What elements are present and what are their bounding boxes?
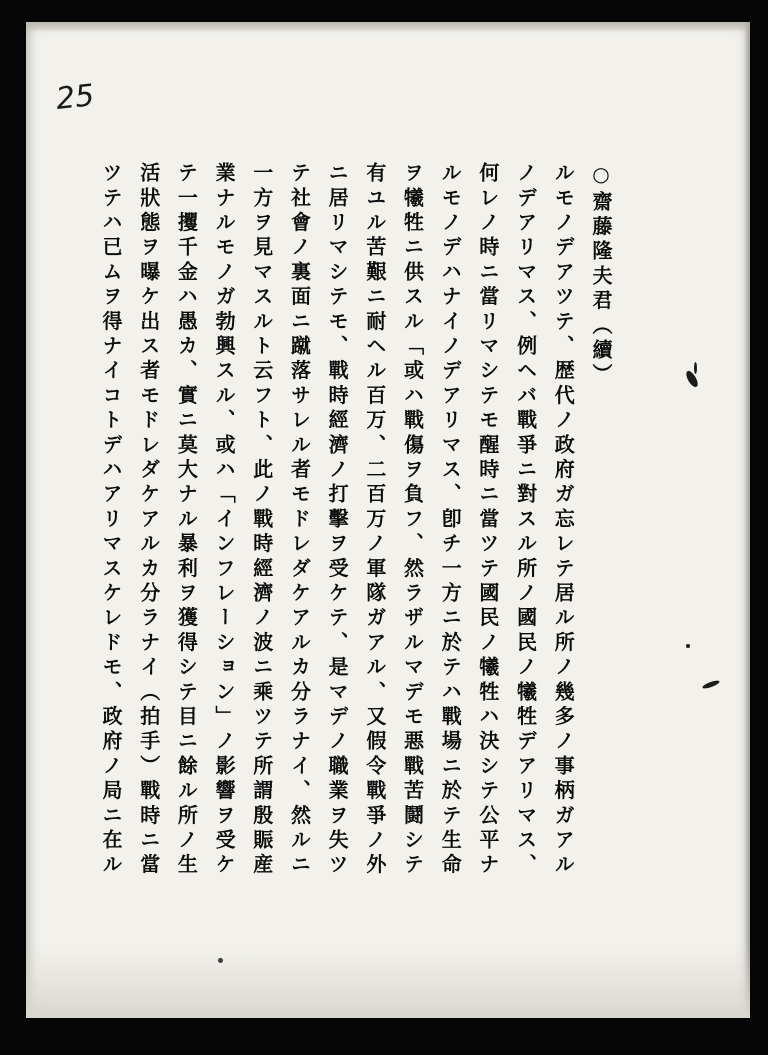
speaker-heading: ○齋藤隆夫君（續） bbox=[588, 162, 613, 389]
text-column: 活狀態ヲ曝ケ出ス者モドレダケアルカ分ラナイ（拍手）戰時ニ當 bbox=[136, 162, 161, 879]
page-number: 25 bbox=[54, 78, 96, 117]
text-column: ルモノデハナイノデアリマス、卽チ一方ニ於テハ戰場ニ於テ生命 bbox=[438, 162, 463, 879]
ink-dot bbox=[218, 958, 223, 963]
vertical-text-block bbox=[96, 162, 616, 902]
ink-smudge bbox=[702, 679, 721, 690]
ink-smudge bbox=[684, 369, 700, 389]
ink-smudge bbox=[694, 362, 697, 374]
page-edge-shadow bbox=[744, 22, 750, 1018]
text-column: 一方ヲ見マスルト云フト、此ノ戰時經濟ノ波ニ乘ツテ所謂殷賑産 bbox=[249, 162, 274, 879]
text-column: ルモノデアツテ、歴代ノ政府ガ忘レテ居ル所ノ幾多ノ事柄ガアル bbox=[551, 162, 576, 879]
text-column: 有ユル苦艱ニ耐ヘル百万、二百万ノ軍隊ガアル、又假令戰爭ノ外 bbox=[362, 162, 387, 879]
text-column: ヲ犧牲ニ供スル「或ハ戰傷ヲ負フ、然ラザルマデモ悪戰苦鬪シテ bbox=[400, 162, 425, 879]
text-column: 何レノ時ニ當リマシテモ醒時ニ當ツテ國民ノ犧牲ハ決シテ公平ナ bbox=[475, 162, 500, 879]
text-column: ツテハ已ムヲ得ナイコトデハアリマスケレドモ、政府ノ局ニ在ル bbox=[99, 162, 123, 879]
text-column: テ一攫千金ハ愚カ、實ニ莫大ナル暴利ヲ獲得シテ目ニ餘ル所ノ生 bbox=[174, 162, 199, 879]
text-column: 業ナルモノガ勃興スル、或ハ「インフレーション」ノ影響ヲ受ケ bbox=[212, 162, 237, 879]
ink-dot bbox=[686, 644, 690, 648]
document-page bbox=[26, 22, 750, 1018]
text-column: テ社會ノ裏面ニ蹴落サレル者モドレダケアルカ分ラナイ、然ルニ bbox=[287, 162, 312, 879]
text-column: ニ居リマシテモ、戰時經濟ノ打擊ヲ受ケテ、是マデノ職業ヲ失ツ bbox=[325, 162, 350, 879]
text-column: ノデアリマス、例ヘバ戰爭ニ對スル所ノ國民ノ犧牲デアリマス、 bbox=[513, 162, 538, 879]
